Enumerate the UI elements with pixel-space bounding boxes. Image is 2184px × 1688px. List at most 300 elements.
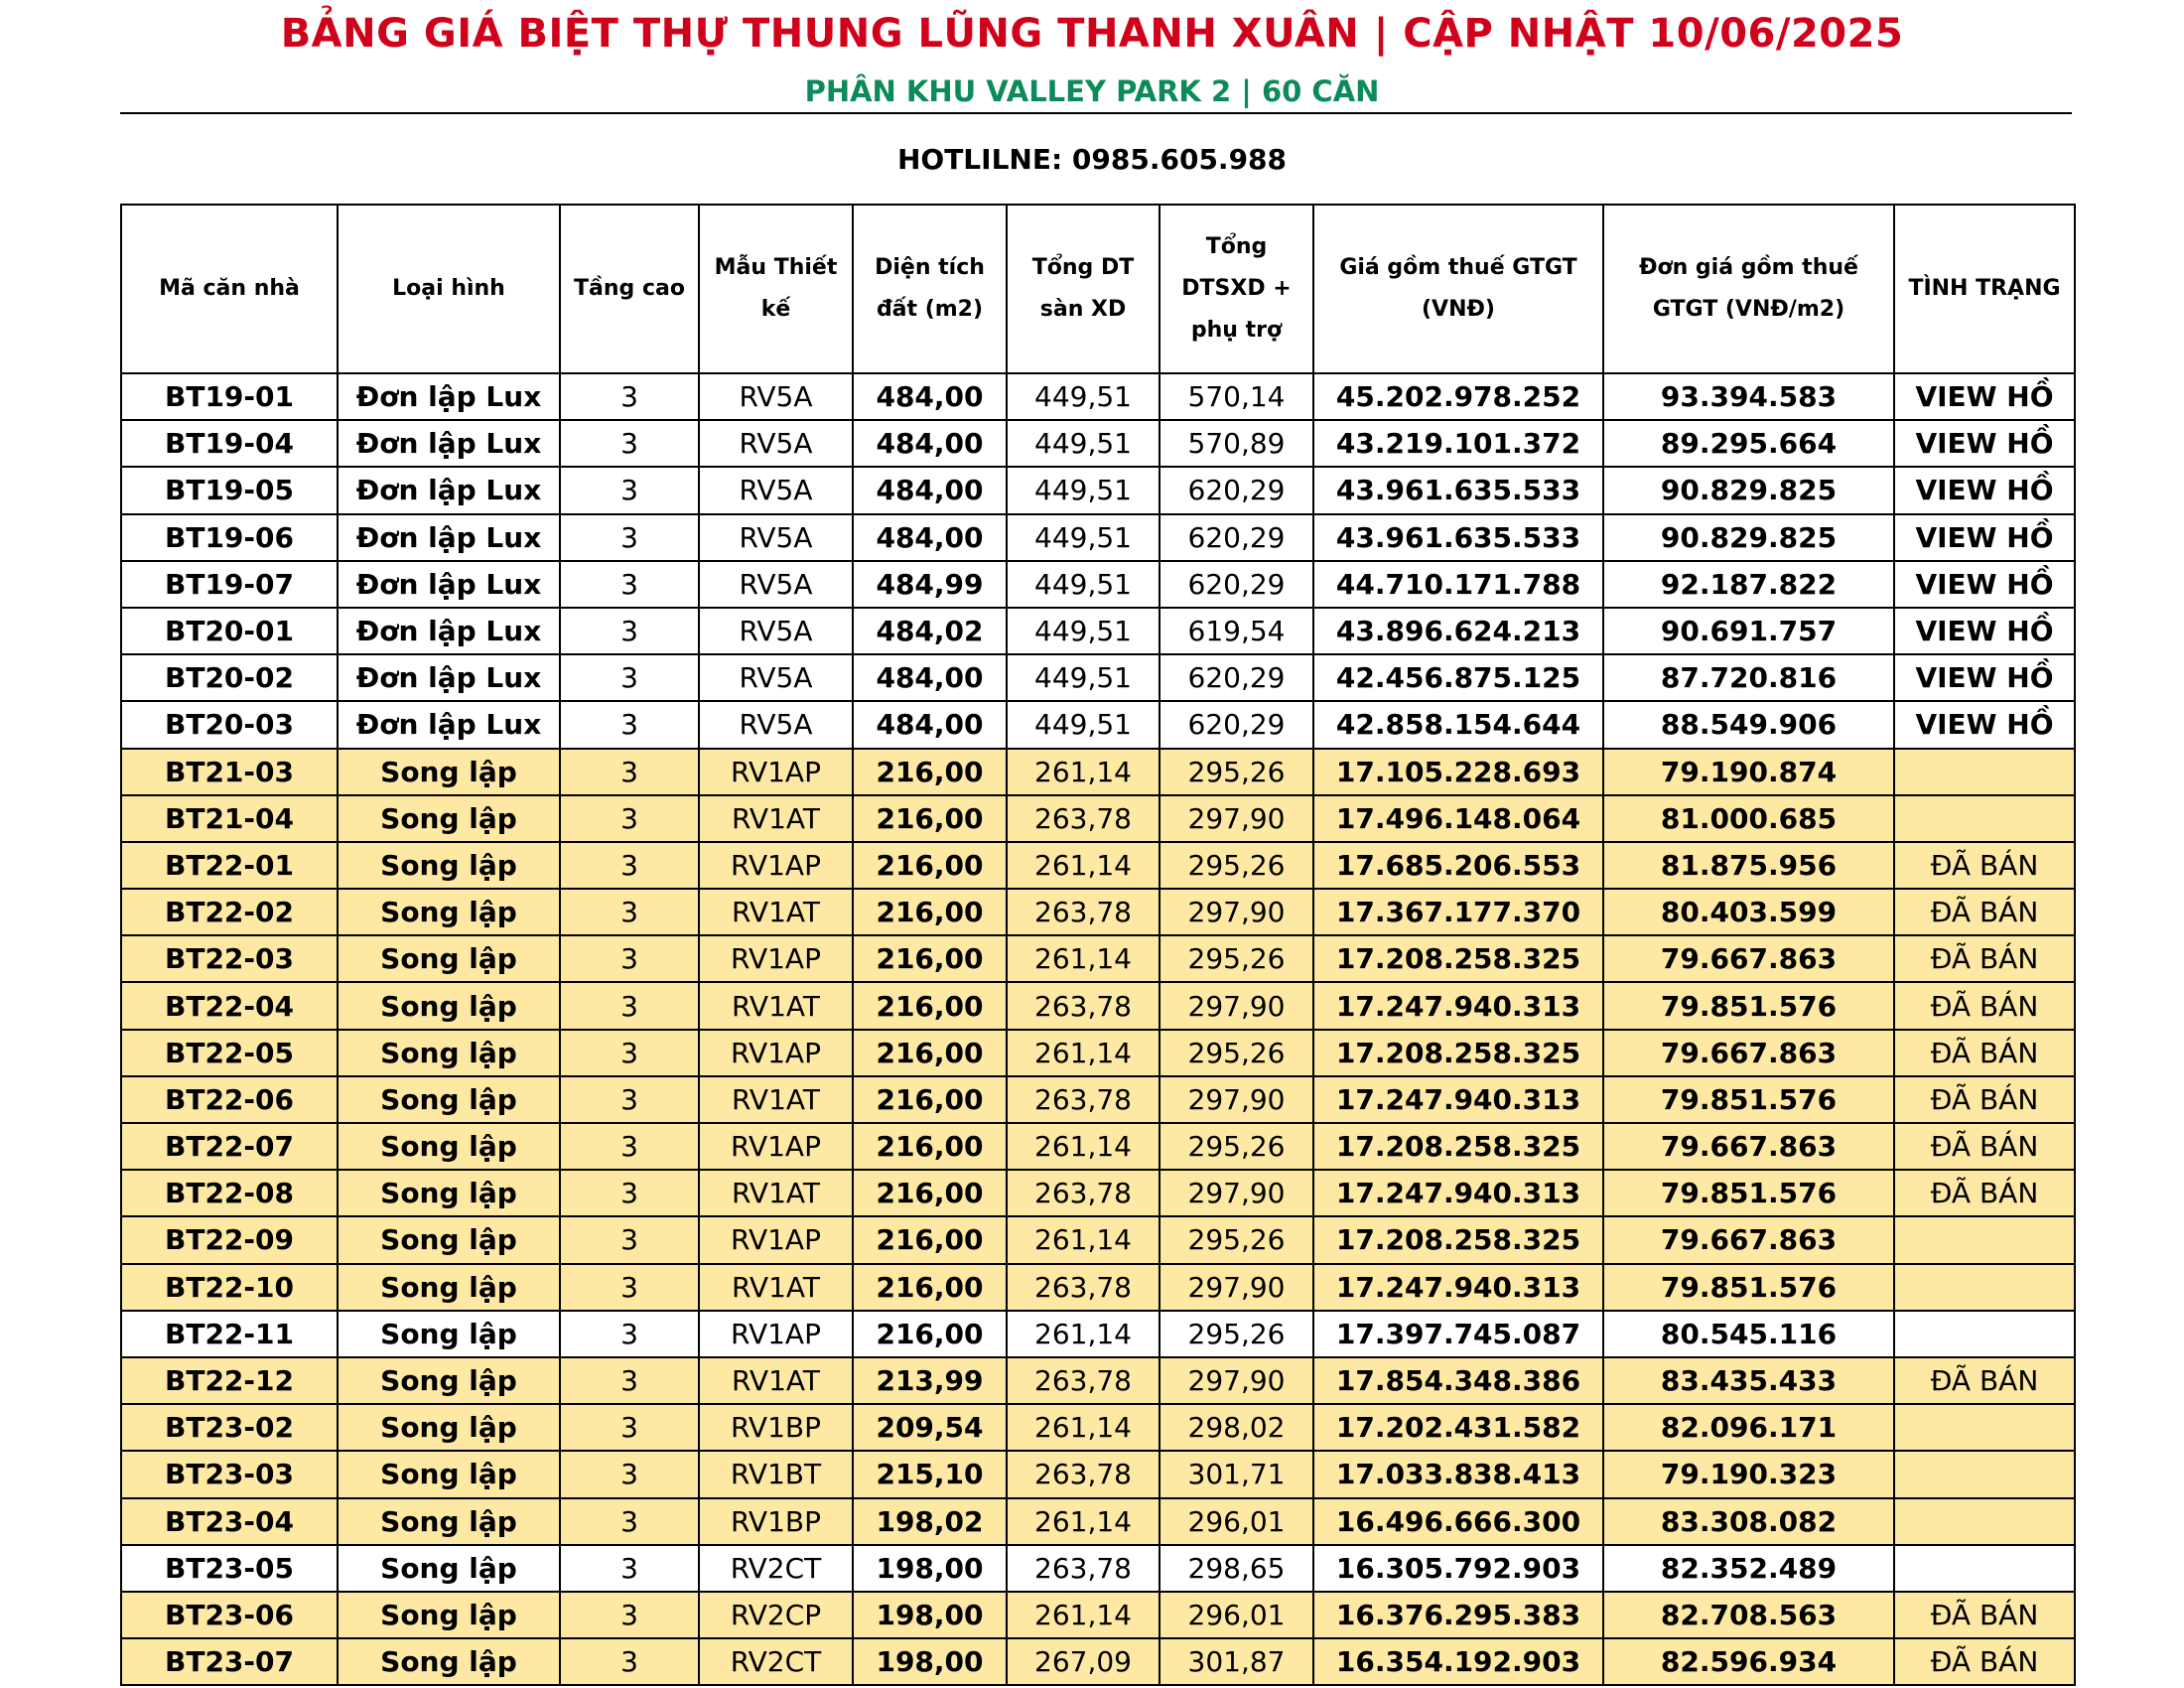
cell-land-area: 216,00	[853, 795, 1007, 842]
cell-floor-area: 449,51	[1007, 467, 1160, 513]
table-row	[121, 608, 2075, 654]
cell-land-area: 213,99	[853, 1357, 1007, 1404]
cell-land-area: 216,00	[853, 1311, 1007, 1357]
cell-code: BT22-05	[121, 1030, 338, 1076]
table-row	[121, 701, 2075, 748]
cell-type: Song lập	[338, 1357, 560, 1404]
cell-unit-price: 82.596.934	[1603, 1638, 1894, 1685]
cell-status: ĐÃ BÁN	[1894, 1357, 2075, 1404]
cell-code: BT22-04	[121, 982, 338, 1029]
cell-land-area: 216,00	[853, 1170, 1007, 1216]
cell-type: Đơn lập Lux	[338, 561, 560, 608]
cell-land-area: 198,02	[853, 1498, 1007, 1545]
cell-price: 17.208.258.325	[1313, 1216, 1603, 1263]
cell-unit-price: 82.096.171	[1603, 1404, 1894, 1451]
cell-price: 17.247.940.313	[1313, 1264, 1603, 1311]
cell-total-area: 570,14	[1160, 373, 1313, 420]
cell-status	[1894, 1451, 2075, 1497]
cell-price: 17.496.148.064	[1313, 795, 1603, 842]
cell-type: Song lập	[338, 842, 560, 889]
cell-code: BT20-03	[121, 701, 338, 748]
cell-price: 17.033.838.413	[1313, 1451, 1603, 1497]
cell-code: BT20-01	[121, 608, 338, 654]
cell-price: 17.208.258.325	[1313, 1123, 1603, 1170]
cell-floor-area: 261,14	[1007, 1311, 1160, 1357]
cell-floors: 3	[560, 608, 699, 654]
cell-code: BT19-04	[121, 420, 338, 467]
cell-price: 17.105.228.693	[1313, 749, 1603, 795]
cell-status: ĐÃ BÁN	[1894, 935, 2075, 982]
cell-total-area: 620,29	[1160, 467, 1313, 513]
cell-total-area: 620,29	[1160, 514, 1313, 561]
cell-land-area: 198,00	[853, 1638, 1007, 1685]
cell-land-area: 216,00	[853, 935, 1007, 982]
cell-unit-price: 82.352.489	[1603, 1545, 1894, 1592]
cell-status: ĐÃ BÁN	[1894, 1076, 2075, 1123]
cell-status	[1894, 795, 2075, 842]
cell-price: 45.202.978.252	[1313, 373, 1603, 420]
cell-price: 42.456.875.125	[1313, 654, 1603, 701]
cell-code: BT23-06	[121, 1592, 338, 1638]
table-row	[121, 373, 2075, 420]
cell-status	[1894, 1498, 2075, 1545]
cell-price: 17.367.177.370	[1313, 889, 1603, 935]
cell-total-area: 295,26	[1160, 749, 1313, 795]
cell-unit-price: 79.851.576	[1603, 1076, 1894, 1123]
cell-total-area: 620,29	[1160, 701, 1313, 748]
cell-total-area: 295,26	[1160, 1030, 1313, 1076]
cell-status: ĐÃ BÁN	[1894, 1170, 2075, 1216]
cell-code: BT22-10	[121, 1264, 338, 1311]
cell-design: RV2CT	[699, 1545, 853, 1592]
cell-floor-area: 449,51	[1007, 608, 1160, 654]
cell-type: Song lập	[338, 889, 560, 935]
cell-status	[1894, 1264, 2075, 1311]
cell-total-area: 297,90	[1160, 795, 1313, 842]
cell-unit-price: 89.295.664	[1603, 420, 1894, 467]
cell-land-area: 484,00	[853, 654, 1007, 701]
cell-unit-price: 93.394.583	[1603, 373, 1894, 420]
cell-total-area: 295,26	[1160, 1123, 1313, 1170]
cell-code: BT23-04	[121, 1498, 338, 1545]
col-header-price: Giá gồm thuế GTGT (VNĐ)	[1313, 205, 1603, 373]
cell-code: BT22-01	[121, 842, 338, 889]
cell-type: Đơn lập Lux	[338, 701, 560, 748]
cell-type: Song lập	[338, 1638, 560, 1685]
col-header-land-area: Diện tích đất (m2)	[853, 205, 1007, 373]
cell-price: 43.896.624.213	[1313, 608, 1603, 654]
cell-land-area: 215,10	[853, 1451, 1007, 1497]
cell-total-area: 297,90	[1160, 1357, 1313, 1404]
cell-unit-price: 82.708.563	[1603, 1592, 1894, 1638]
cell-unit-price: 79.190.874	[1603, 749, 1894, 795]
cell-type: Song lập	[338, 1545, 560, 1592]
cell-floor-area: 263,78	[1007, 1170, 1160, 1216]
cell-land-area: 484,00	[853, 467, 1007, 513]
cell-floors: 3	[560, 561, 699, 608]
cell-floor-area: 449,51	[1007, 373, 1160, 420]
cell-land-area: 216,00	[853, 1264, 1007, 1311]
price-table	[120, 204, 2076, 1686]
cell-floors: 3	[560, 1404, 699, 1451]
hotline-text: HOTLILNE: 0985.605.988	[896, 143, 1288, 176]
cell-price: 17.397.745.087	[1313, 1311, 1603, 1357]
table-row	[121, 749, 2075, 795]
cell-total-area: 301,71	[1160, 1451, 1313, 1497]
cell-unit-price: 80.545.116	[1603, 1311, 1894, 1357]
cell-design: RV1AT	[699, 795, 853, 842]
table-row	[121, 1311, 2075, 1357]
cell-land-area: 216,00	[853, 1123, 1007, 1170]
cell-type: Song lập	[338, 935, 560, 982]
cell-floor-area: 261,14	[1007, 842, 1160, 889]
table-row	[121, 1357, 2075, 1404]
table-row	[121, 1451, 2075, 1497]
table-row	[121, 795, 2075, 842]
cell-design: RV1AT	[699, 889, 853, 935]
table-row	[121, 1216, 2075, 1263]
cell-design: RV1AT	[699, 1076, 853, 1123]
cell-floors: 3	[560, 467, 699, 513]
cell-land-area: 484,00	[853, 514, 1007, 561]
cell-land-area: 484,00	[853, 701, 1007, 748]
cell-type: Song lập	[338, 1030, 560, 1076]
cell-total-area: 298,65	[1160, 1545, 1313, 1592]
cell-unit-price: 79.851.576	[1603, 982, 1894, 1029]
cell-code: BT22-11	[121, 1311, 338, 1357]
cell-floors: 3	[560, 1030, 699, 1076]
table-header-row	[121, 205, 2075, 373]
cell-design: RV5A	[699, 373, 853, 420]
cell-status: VIEW HỒ	[1894, 561, 2075, 608]
cell-design: RV1BT	[699, 1451, 853, 1497]
cell-unit-price: 80.403.599	[1603, 889, 1894, 935]
col-header-total-area: Tổng DTSXD + phụ trợ	[1160, 205, 1313, 373]
cell-total-area: 295,26	[1160, 935, 1313, 982]
cell-code: BT22-07	[121, 1123, 338, 1170]
cell-floor-area: 261,14	[1007, 1592, 1160, 1638]
cell-floors: 3	[560, 1264, 699, 1311]
cell-floor-area: 261,14	[1007, 1404, 1160, 1451]
cell-land-area: 216,00	[853, 1030, 1007, 1076]
page-title: BẢNG GIÁ BIỆT THỰ THUNG LŨNG THANH XUÂN | CẬP NHẬT 10/06/2025	[280, 11, 1904, 57]
cell-floor-area: 263,78	[1007, 889, 1160, 935]
cell-status: VIEW HỒ	[1894, 467, 2075, 513]
cell-status	[1894, 1216, 2075, 1263]
table-row	[121, 467, 2075, 513]
cell-floors: 3	[560, 889, 699, 935]
cell-code: BT21-04	[121, 795, 338, 842]
cell-code: BT22-02	[121, 889, 338, 935]
cell-land-area: 484,00	[853, 420, 1007, 467]
cell-floors: 3	[560, 1451, 699, 1497]
cell-status: VIEW HỒ	[1894, 654, 2075, 701]
cell-floors: 3	[560, 514, 699, 561]
cell-floors: 3	[560, 982, 699, 1029]
cell-status: VIEW HỒ	[1894, 420, 2075, 467]
cell-unit-price: 92.187.822	[1603, 561, 1894, 608]
cell-type: Song lập	[338, 749, 560, 795]
cell-total-area: 295,26	[1160, 1311, 1313, 1357]
cell-price: 17.854.348.386	[1313, 1357, 1603, 1404]
cell-floor-area: 449,51	[1007, 514, 1160, 561]
cell-total-area: 296,01	[1160, 1592, 1313, 1638]
cell-design: RV1AP	[699, 1311, 853, 1357]
cell-price: 16.496.666.300	[1313, 1498, 1603, 1545]
cell-price: 17.202.431.582	[1313, 1404, 1603, 1451]
cell-total-area: 296,01	[1160, 1498, 1313, 1545]
cell-total-area: 297,90	[1160, 1170, 1313, 1216]
cell-unit-price: 81.000.685	[1603, 795, 1894, 842]
cell-unit-price: 79.190.323	[1603, 1451, 1894, 1497]
cell-floors: 3	[560, 1638, 699, 1685]
table-row	[121, 420, 2075, 467]
cell-floor-area: 263,78	[1007, 1076, 1160, 1123]
cell-design: RV1AP	[699, 1123, 853, 1170]
cell-design: RV5A	[699, 467, 853, 513]
cell-type: Song lập	[338, 1216, 560, 1263]
table-row	[121, 935, 2075, 982]
cell-unit-price: 79.667.863	[1603, 935, 1894, 982]
table-row	[121, 1592, 2075, 1638]
cell-type: Đơn lập Lux	[338, 373, 560, 420]
col-header-design: Mẫu Thiết kế	[699, 205, 853, 373]
cell-type: Song lập	[338, 1498, 560, 1545]
cell-status: ĐÃ BÁN	[1894, 1123, 2075, 1170]
cell-floors: 3	[560, 373, 699, 420]
cell-code: BT21-03	[121, 749, 338, 795]
cell-status: VIEW HỒ	[1894, 701, 2075, 748]
cell-floors: 3	[560, 1076, 699, 1123]
cell-total-area: 297,90	[1160, 1076, 1313, 1123]
cell-status: ĐÃ BÁN	[1894, 982, 2075, 1029]
cell-floors: 3	[560, 1216, 699, 1263]
cell-floor-area: 261,14	[1007, 935, 1160, 982]
cell-floors: 3	[560, 842, 699, 889]
cell-price: 17.208.258.325	[1313, 935, 1603, 982]
cell-type: Đơn lập Lux	[338, 514, 560, 561]
cell-floor-area: 263,78	[1007, 1357, 1160, 1404]
cell-price: 17.247.940.313	[1313, 1076, 1603, 1123]
cell-design: RV1AP	[699, 842, 853, 889]
cell-floors: 3	[560, 701, 699, 748]
cell-code: BT22-03	[121, 935, 338, 982]
cell-type: Song lập	[338, 1451, 560, 1497]
cell-design: RV5A	[699, 561, 853, 608]
cell-total-area: 570,89	[1160, 420, 1313, 467]
cell-type: Đơn lập Lux	[338, 608, 560, 654]
cell-floors: 3	[560, 795, 699, 842]
cell-floors: 3	[560, 1545, 699, 1592]
cell-floor-area: 263,78	[1007, 982, 1160, 1029]
cell-type: Song lập	[338, 795, 560, 842]
cell-land-area: 216,00	[853, 842, 1007, 889]
cell-price: 44.710.171.788	[1313, 561, 1603, 608]
cell-code: BT19-06	[121, 514, 338, 561]
cell-design: RV1AT	[699, 1170, 853, 1216]
cell-price: 43.961.635.533	[1313, 514, 1603, 561]
cell-design: RV5A	[699, 514, 853, 561]
cell-total-area: 301,87	[1160, 1638, 1313, 1685]
cell-code: BT19-07	[121, 561, 338, 608]
cell-status: ĐÃ BÁN	[1894, 889, 2075, 935]
cell-floors: 3	[560, 749, 699, 795]
cell-type: Song lập	[338, 1123, 560, 1170]
cell-design: RV1AP	[699, 1216, 853, 1263]
cell-land-area: 484,02	[853, 608, 1007, 654]
table-row	[121, 1076, 2075, 1123]
table-row	[121, 1498, 2075, 1545]
cell-floor-area: 263,78	[1007, 1264, 1160, 1311]
cell-total-area: 620,29	[1160, 654, 1313, 701]
cell-code: BT23-05	[121, 1545, 338, 1592]
cell-floor-area: 261,14	[1007, 1030, 1160, 1076]
cell-code: BT22-08	[121, 1170, 338, 1216]
cell-unit-price: 79.851.576	[1603, 1170, 1894, 1216]
cell-design: RV1AT	[699, 1264, 853, 1311]
table-row	[121, 561, 2075, 608]
table-row	[121, 514, 2075, 561]
table-row	[121, 1030, 2075, 1076]
cell-status: ĐÃ BÁN	[1894, 1592, 2075, 1638]
page-subtitle: PHÂN KHU VALLEY PARK 2 | 60 CĂN	[804, 74, 1380, 108]
cell-type: Song lập	[338, 1076, 560, 1123]
cell-design: RV2CT	[699, 1638, 853, 1685]
cell-status: VIEW HỒ	[1894, 608, 2075, 654]
table-body	[121, 373, 2075, 1685]
cell-total-area: 297,90	[1160, 889, 1313, 935]
cell-floors: 3	[560, 654, 699, 701]
cell-price: 42.858.154.644	[1313, 701, 1603, 748]
cell-design: RV1AT	[699, 982, 853, 1029]
cell-type: Song lập	[338, 1592, 560, 1638]
table-row	[121, 889, 2075, 935]
cell-floor-area: 449,51	[1007, 420, 1160, 467]
cell-land-area: 484,00	[853, 373, 1007, 420]
cell-type: Song lập	[338, 1170, 560, 1216]
cell-code: BT23-07	[121, 1638, 338, 1685]
cell-design: RV2CP	[699, 1592, 853, 1638]
cell-price: 43.961.635.533	[1313, 467, 1603, 513]
col-header-type: Loại hình	[338, 205, 560, 373]
cell-status: ĐÃ BÁN	[1894, 1638, 2075, 1685]
cell-land-area: 216,00	[853, 1076, 1007, 1123]
cell-floors: 3	[560, 935, 699, 982]
cell-design: RV1AP	[699, 1030, 853, 1076]
cell-type: Song lập	[338, 1264, 560, 1311]
cell-floor-area: 261,14	[1007, 1123, 1160, 1170]
cell-floor-area: 449,51	[1007, 561, 1160, 608]
cell-land-area: 484,99	[853, 561, 1007, 608]
cell-status	[1894, 749, 2075, 795]
cell-type: Đơn lập Lux	[338, 467, 560, 513]
cell-total-area: 619,54	[1160, 608, 1313, 654]
cell-design: RV5A	[699, 701, 853, 748]
cell-unit-price: 87.720.816	[1603, 654, 1894, 701]
table-row	[121, 842, 2075, 889]
cell-type: Song lập	[338, 982, 560, 1029]
cell-unit-price: 88.549.906	[1603, 701, 1894, 748]
cell-unit-price: 79.851.576	[1603, 1264, 1894, 1311]
cell-type: Song lập	[338, 1404, 560, 1451]
cell-floor-area: 449,51	[1007, 654, 1160, 701]
cell-design: RV5A	[699, 420, 853, 467]
cell-status	[1894, 1404, 2075, 1451]
cell-price: 17.247.940.313	[1313, 1170, 1603, 1216]
cell-total-area: 297,90	[1160, 1264, 1313, 1311]
cell-floors: 3	[560, 1123, 699, 1170]
table-row	[121, 1545, 2075, 1592]
col-header-floors: Tầng cao	[560, 205, 699, 373]
cell-code: BT23-02	[121, 1404, 338, 1451]
cell-floor-area: 267,09	[1007, 1638, 1160, 1685]
table-row	[121, 1638, 2075, 1685]
cell-unit-price: 83.435.433	[1603, 1357, 1894, 1404]
table-row	[121, 1170, 2075, 1216]
cell-unit-price: 79.667.863	[1603, 1216, 1894, 1263]
cell-floor-area: 263,78	[1007, 1451, 1160, 1497]
cell-type: Đơn lập Lux	[338, 420, 560, 467]
cell-floors: 3	[560, 1357, 699, 1404]
cell-status: ĐÃ BÁN	[1894, 842, 2075, 889]
cell-land-area: 216,00	[853, 749, 1007, 795]
cell-total-area: 295,26	[1160, 1216, 1313, 1263]
cell-status: ĐÃ BÁN	[1894, 1030, 2075, 1076]
col-header-code: Mã căn nhà	[121, 205, 338, 373]
cell-floors: 3	[560, 1170, 699, 1216]
cell-land-area: 198,00	[853, 1545, 1007, 1592]
cell-land-area: 198,00	[853, 1592, 1007, 1638]
cell-land-area: 216,00	[853, 1216, 1007, 1263]
cell-design: RV1AP	[699, 749, 853, 795]
cell-floors: 3	[560, 420, 699, 467]
cell-unit-price: 81.875.956	[1603, 842, 1894, 889]
col-header-status: TÌNH TRẠNG	[1894, 205, 2075, 373]
cell-design: RV1AP	[699, 935, 853, 982]
cell-status: VIEW HỒ	[1894, 514, 2075, 561]
cell-unit-price: 79.667.863	[1603, 1030, 1894, 1076]
cell-design: RV5A	[699, 654, 853, 701]
cell-price: 17.247.940.313	[1313, 982, 1603, 1029]
cell-price: 17.685.206.553	[1313, 842, 1603, 889]
table-row	[121, 654, 2075, 701]
cell-status	[1894, 1311, 2075, 1357]
cell-code: BT19-05	[121, 467, 338, 513]
col-header-floor-area: Tổng DT sàn XD	[1007, 205, 1160, 373]
cell-total-area: 297,90	[1160, 982, 1313, 1029]
cell-code: BT19-01	[121, 373, 338, 420]
cell-price: 17.208.258.325	[1313, 1030, 1603, 1076]
cell-type: Song lập	[338, 1311, 560, 1357]
cell-price: 16.376.295.383	[1313, 1592, 1603, 1638]
cell-floor-area: 263,78	[1007, 795, 1160, 842]
cell-design: RV5A	[699, 608, 853, 654]
header-divider	[120, 112, 2072, 114]
cell-floor-area: 261,14	[1007, 1216, 1160, 1263]
cell-unit-price: 83.308.082	[1603, 1498, 1894, 1545]
cell-floor-area: 449,51	[1007, 701, 1160, 748]
table-row	[121, 1404, 2075, 1451]
cell-code: BT22-09	[121, 1216, 338, 1263]
cell-floor-area: 261,14	[1007, 749, 1160, 795]
cell-unit-price: 79.667.863	[1603, 1123, 1894, 1170]
cell-price: 16.354.192.903	[1313, 1638, 1603, 1685]
cell-land-area: 216,00	[853, 889, 1007, 935]
cell-status: VIEW HỒ	[1894, 373, 2075, 420]
table-row	[121, 1264, 2075, 1311]
cell-status	[1894, 1545, 2075, 1592]
table-row	[121, 982, 2075, 1029]
